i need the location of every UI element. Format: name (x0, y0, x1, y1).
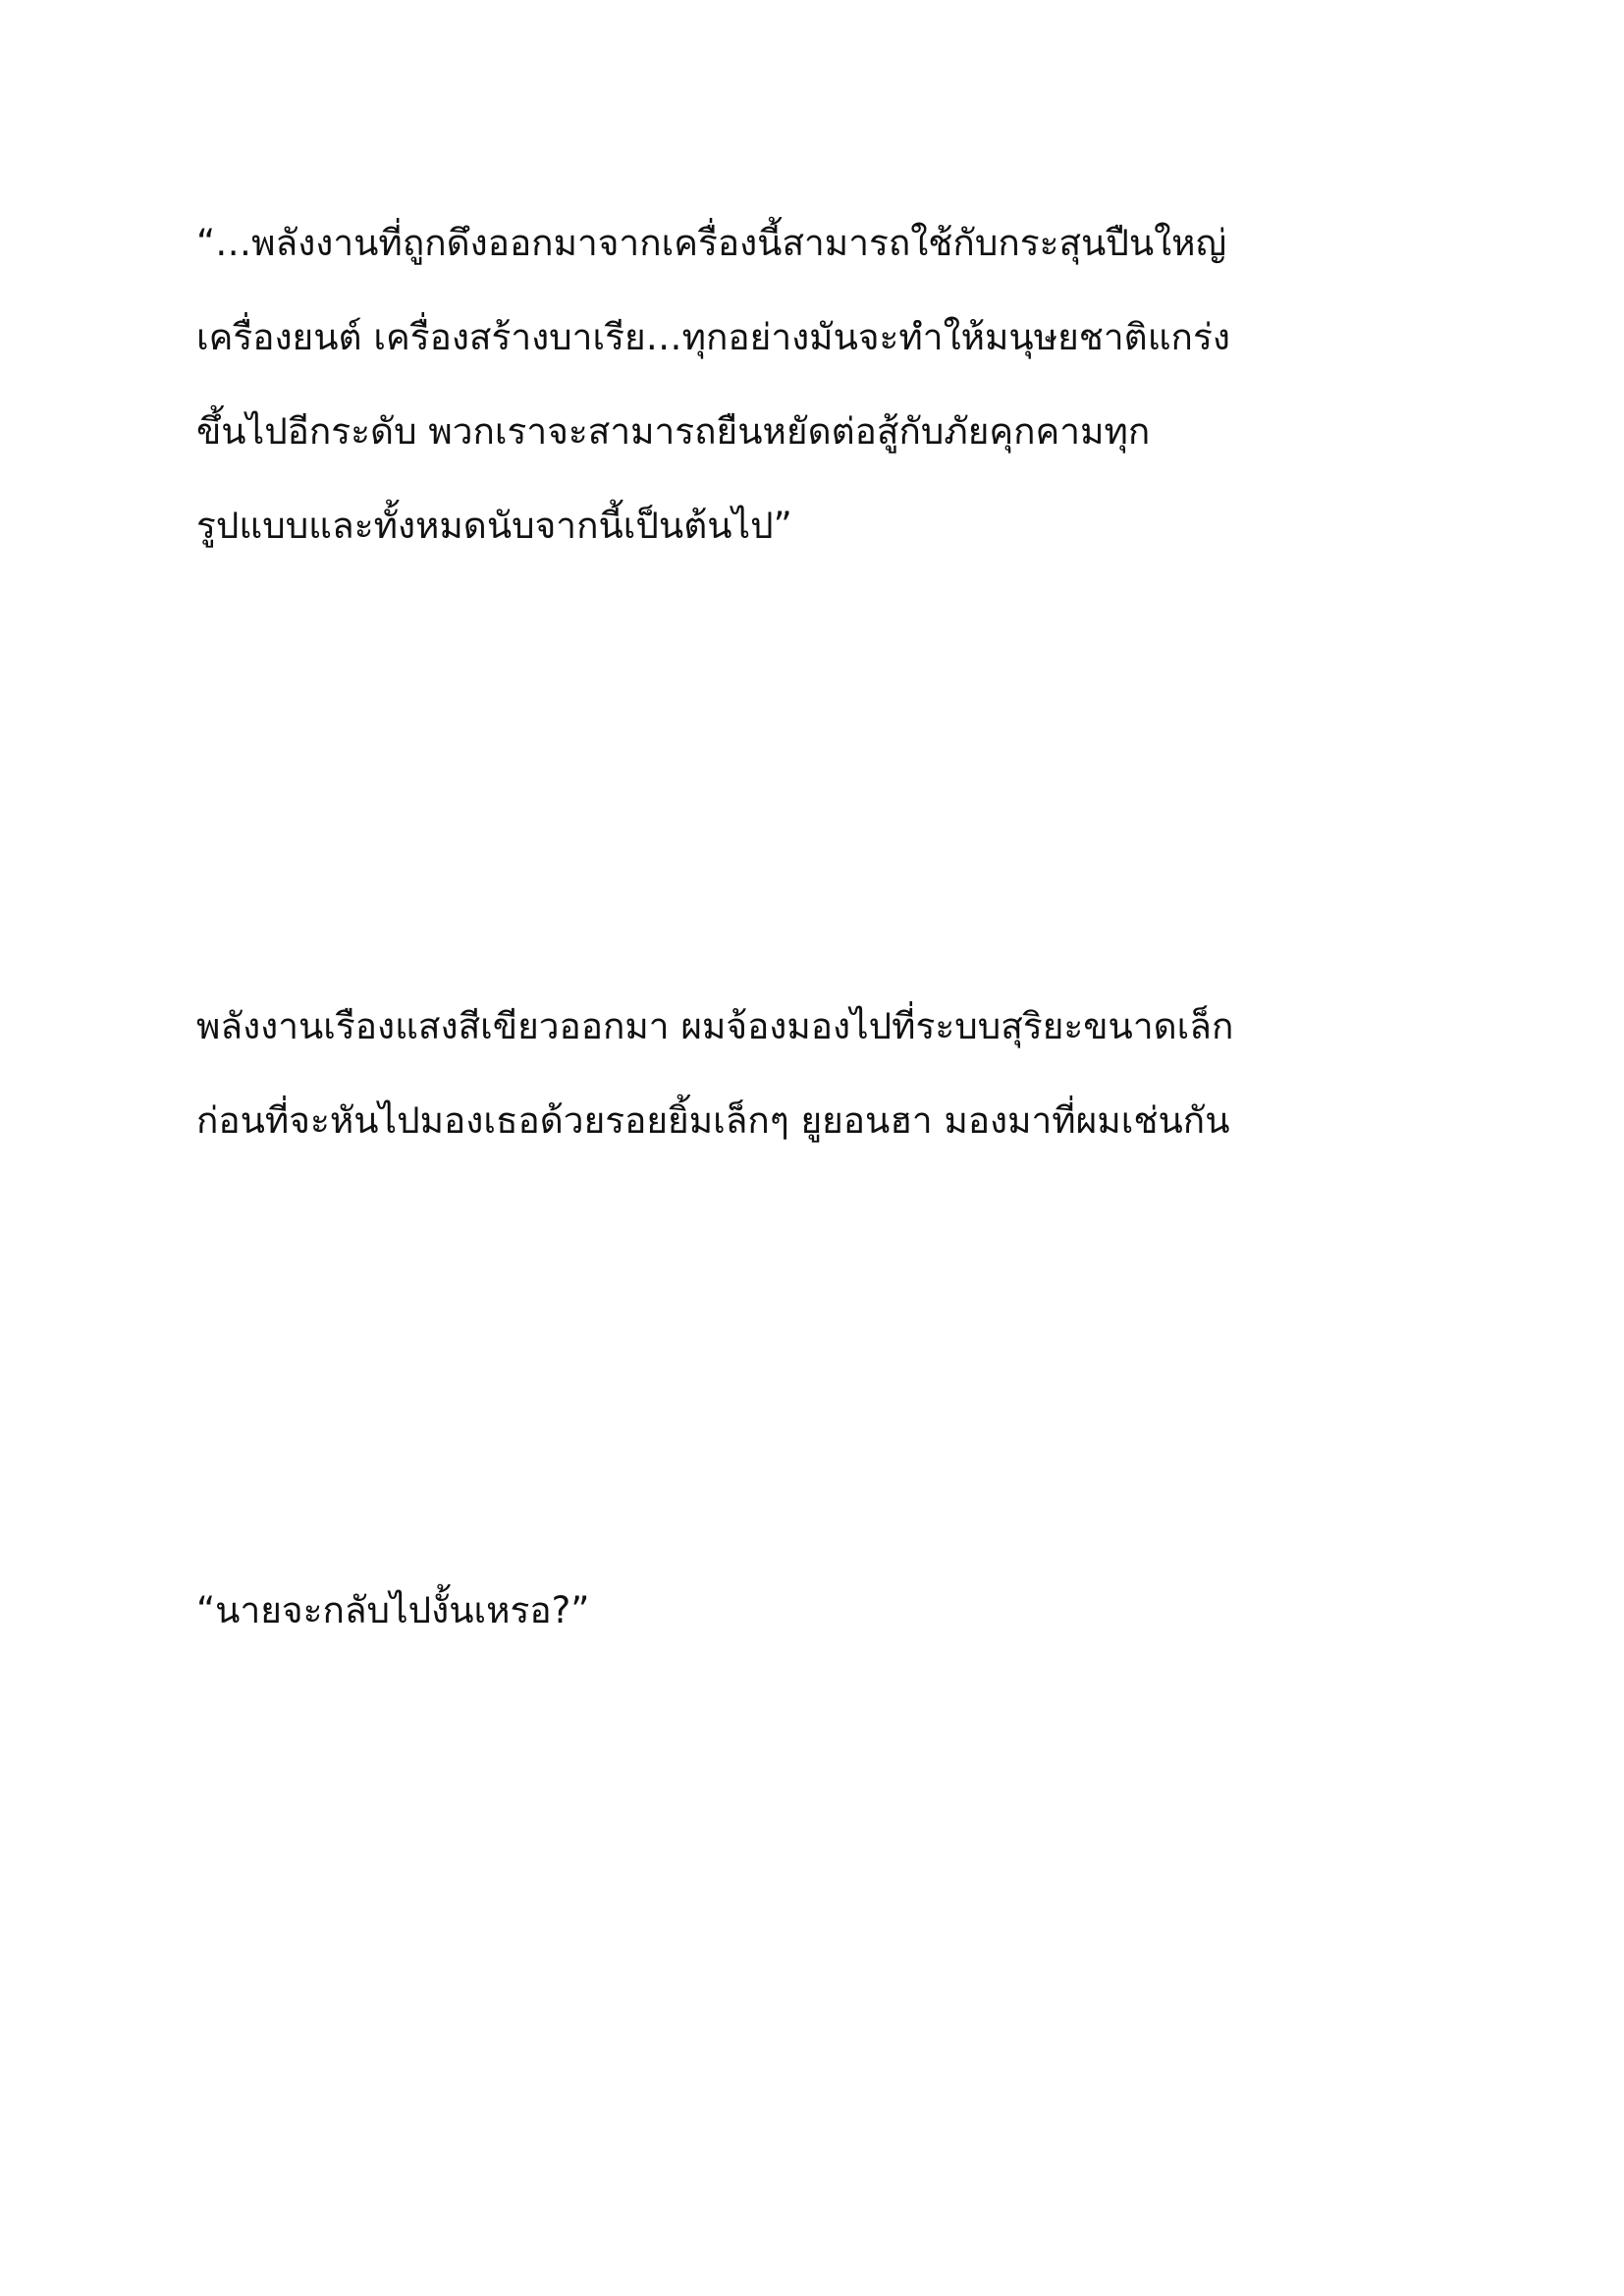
text-line: พลังงานเรืองแสงสีเขียวออกมา ผมจ้องมองไปที่ระบบสุริยะขนาดเล็ก (196, 1005, 1234, 1047)
paragraph-narration (196, 980, 1434, 1168)
paragraph-dialogue-question (196, 1564, 1434, 1658)
text-line: “…พลังงานที่ถูกดึงออกมาจากเครื่องนี้สามารถใช้กับกระสุนปืนใหญ่ (196, 222, 1227, 264)
text-line: ก่อนที่จะหันไปมองเธอด้วยรอยยิ้มเล็กๆ ยูยอนฮา มองมาที่ผมเช่นกัน (196, 1099, 1230, 1142)
text-line: เครื่องยนต์ เครื่องสร้างบาเรีย…ทุกอย่างมันจะทำให้มนุษยชาติแกร่ง (196, 316, 1230, 358)
paragraph-dialogue-energy (196, 196, 1434, 573)
text-line: ขึ้นไปอีกระดับ พวกเราจะสามารถยืนหยัดต่อสู้กับภัยคุกคามทุก (196, 410, 1151, 453)
text-line: “นายจะกลับไปงั้นเหรอ?” (196, 1589, 590, 1631)
text-line: รูปแบบและทั้งหมดนับจากนี้เป็นต้นไป” (196, 505, 792, 547)
